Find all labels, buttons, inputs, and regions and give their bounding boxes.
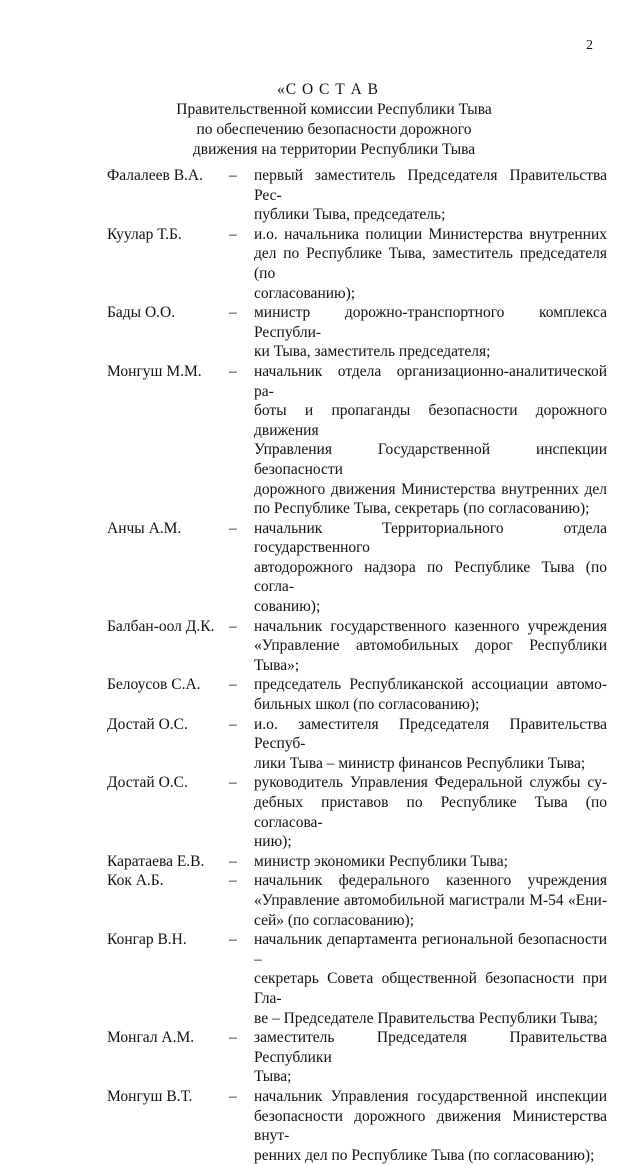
member-role-line: ки Тыва, заместитель председателя; bbox=[254, 343, 491, 361]
member-role bbox=[254, 852, 607, 872]
page-number: 2 bbox=[586, 38, 593, 53]
member-role bbox=[254, 617, 607, 676]
member-role-line: лики Тыва – министр финансов Республики Тыва; bbox=[254, 754, 586, 772]
member-role-line: нию); bbox=[254, 833, 292, 851]
member-name: Балбан-оол Д.К. bbox=[107, 617, 215, 635]
member-role-line: по Республике Тыва, секретарь (по согласованию); bbox=[254, 500, 590, 518]
member-role-line: и.о. заместителя Председателя Правительства Респуб- bbox=[254, 715, 607, 753]
member-role-line: первый заместитель Председателя Правительства Рес- bbox=[254, 167, 607, 204]
member-role-line: Управления Государственной инспекции безопасности bbox=[254, 441, 607, 478]
member-role-line: боты и пропаганды безопасности дорожного движения bbox=[254, 402, 607, 439]
member-entry bbox=[107, 871, 607, 930]
member-role-line: председатель Республиканской ассоциации автомо- bbox=[254, 676, 607, 694]
member-role-line: дорожного движения Министерства внутренних дел bbox=[254, 480, 607, 498]
member-entry bbox=[107, 852, 607, 872]
member-list bbox=[107, 166, 607, 1165]
member-dash: – bbox=[229, 1087, 237, 1105]
member-role-line: начальник Управления государственной инспекции bbox=[254, 1087, 607, 1105]
member-dash: – bbox=[229, 774, 237, 792]
member-name: Монгуш В.Т. bbox=[107, 1087, 193, 1105]
member-role-line: начальник отдела организационно-аналитической ра- bbox=[254, 362, 607, 400]
member-role-line: секретарь Совета общественной безопасности при Гла- bbox=[254, 970, 607, 1007]
member-name: Монгуш М.М. bbox=[107, 362, 202, 380]
member-entry bbox=[107, 225, 607, 303]
member-role bbox=[254, 715, 607, 774]
member-dash: – bbox=[229, 676, 237, 694]
member-dash: – bbox=[229, 519, 237, 537]
member-dash: – bbox=[229, 167, 237, 184]
member-role-line: дел по Республике Тыва, заместитель председателя (по bbox=[254, 245, 607, 282]
member-entry bbox=[107, 715, 607, 774]
title-line-commission: Правительственной комиссии Республики Тыва bbox=[176, 101, 492, 118]
member-entry bbox=[107, 675, 607, 714]
title-line-purpose: по обеспечению безопасности дорожного bbox=[196, 121, 472, 138]
member-name: Кок А.Б. bbox=[107, 872, 164, 890]
member-name: Куулар Т.Б. bbox=[107, 225, 182, 243]
member-role-line: «Управление автомобильных дорог Республики bbox=[254, 637, 607, 655]
document-title bbox=[0, 80, 640, 160]
member-entry bbox=[107, 1087, 607, 1165]
member-role-line: согласованию); bbox=[254, 284, 356, 302]
member-dash: – bbox=[229, 304, 237, 322]
member-dash: – bbox=[229, 1029, 237, 1047]
member-role bbox=[254, 930, 607, 1028]
member-dash: – bbox=[229, 852, 237, 870]
member-role-line: ренних дел по Республике Тыва (по согласованию); bbox=[254, 1146, 595, 1164]
member-role-line: сованию); bbox=[254, 598, 321, 616]
member-role-line: автодорожного надзора по Республике Тыва (по согла- bbox=[254, 558, 607, 596]
member-role-line: Тыва»; bbox=[254, 656, 300, 674]
member-role bbox=[254, 303, 607, 362]
member-role-line: министр экономики Республики Тыва; bbox=[254, 852, 508, 870]
member-role bbox=[254, 362, 607, 519]
member-role-line: руководитель Управления Федеральной службы су- bbox=[254, 774, 607, 792]
member-role bbox=[254, 1087, 607, 1165]
title-line-composition: «С О С Т А В bbox=[277, 81, 379, 98]
member-entry bbox=[107, 1028, 607, 1087]
member-name: Белоусов С.А. bbox=[107, 676, 201, 694]
member-name: Анчы А.М. bbox=[107, 519, 182, 537]
member-role bbox=[254, 225, 607, 303]
member-role bbox=[254, 519, 607, 617]
title-line-territory: движения на территории Республики Тыва bbox=[192, 141, 476, 158]
member-dash: – bbox=[229, 715, 237, 733]
member-dash: – bbox=[229, 872, 237, 890]
member-dash: – bbox=[229, 362, 237, 380]
member-name: Монгал А.М. bbox=[107, 1029, 195, 1047]
member-role-line: начальник государственного казенного учреждения bbox=[254, 617, 607, 635]
member-entry bbox=[107, 362, 607, 519]
member-dash: – bbox=[229, 225, 237, 243]
member-entry bbox=[107, 303, 607, 362]
member-role bbox=[254, 166, 607, 225]
member-role bbox=[254, 871, 607, 930]
member-entry bbox=[107, 166, 607, 225]
member-role-line: начальник федерального казенного учреждения bbox=[254, 872, 607, 890]
member-dash: – bbox=[229, 617, 237, 635]
member-name: Достай О.С. bbox=[107, 715, 188, 733]
member-role-line: Тыва; bbox=[254, 1068, 292, 1086]
member-role bbox=[254, 1028, 607, 1087]
member-role-line: безопасности дорожного движения Министерства внут- bbox=[254, 1107, 607, 1145]
member-entry bbox=[107, 617, 607, 676]
member-role-line: бильных школ (по согласованию); bbox=[254, 696, 480, 714]
member-role-line: «Управление автомобильной магистрали М-54 «Ени- bbox=[254, 891, 607, 909]
member-role-line: министр дорожно-транспортного комплекса Республи- bbox=[254, 304, 607, 341]
member-name: Каратаева Е.В. bbox=[107, 852, 205, 870]
member-name: Достай О.С. bbox=[107, 774, 188, 792]
member-role-line: заместитель Председателя Правительства Республики bbox=[254, 1029, 607, 1066]
member-entry bbox=[107, 773, 607, 851]
member-role-line: начальник Территориального отдела государственного bbox=[254, 519, 607, 557]
member-role-line: ве – Председателе Правительства Республики Тыва; bbox=[254, 1009, 598, 1027]
member-dash: – bbox=[229, 931, 237, 949]
member-role-line: и.о. начальника полиции Министерства внутренних bbox=[254, 225, 607, 243]
member-role-line: дебных приставов по Республике Тыва (по согласова- bbox=[254, 794, 607, 831]
member-role bbox=[254, 675, 607, 714]
member-entry bbox=[107, 519, 607, 617]
member-role-line: сей» (по согласованию); bbox=[254, 911, 415, 929]
member-name: Фалалеев В.А. bbox=[107, 167, 203, 184]
member-role bbox=[254, 773, 607, 851]
member-role-line: публики Тыва, председатель; bbox=[254, 206, 446, 224]
member-role-line: начальник департамента региональной безопасности – bbox=[254, 931, 607, 968]
member-name: Конгар В.Н. bbox=[107, 931, 187, 949]
member-entry bbox=[107, 930, 607, 1028]
member-name: Бады О.О. bbox=[107, 304, 176, 322]
